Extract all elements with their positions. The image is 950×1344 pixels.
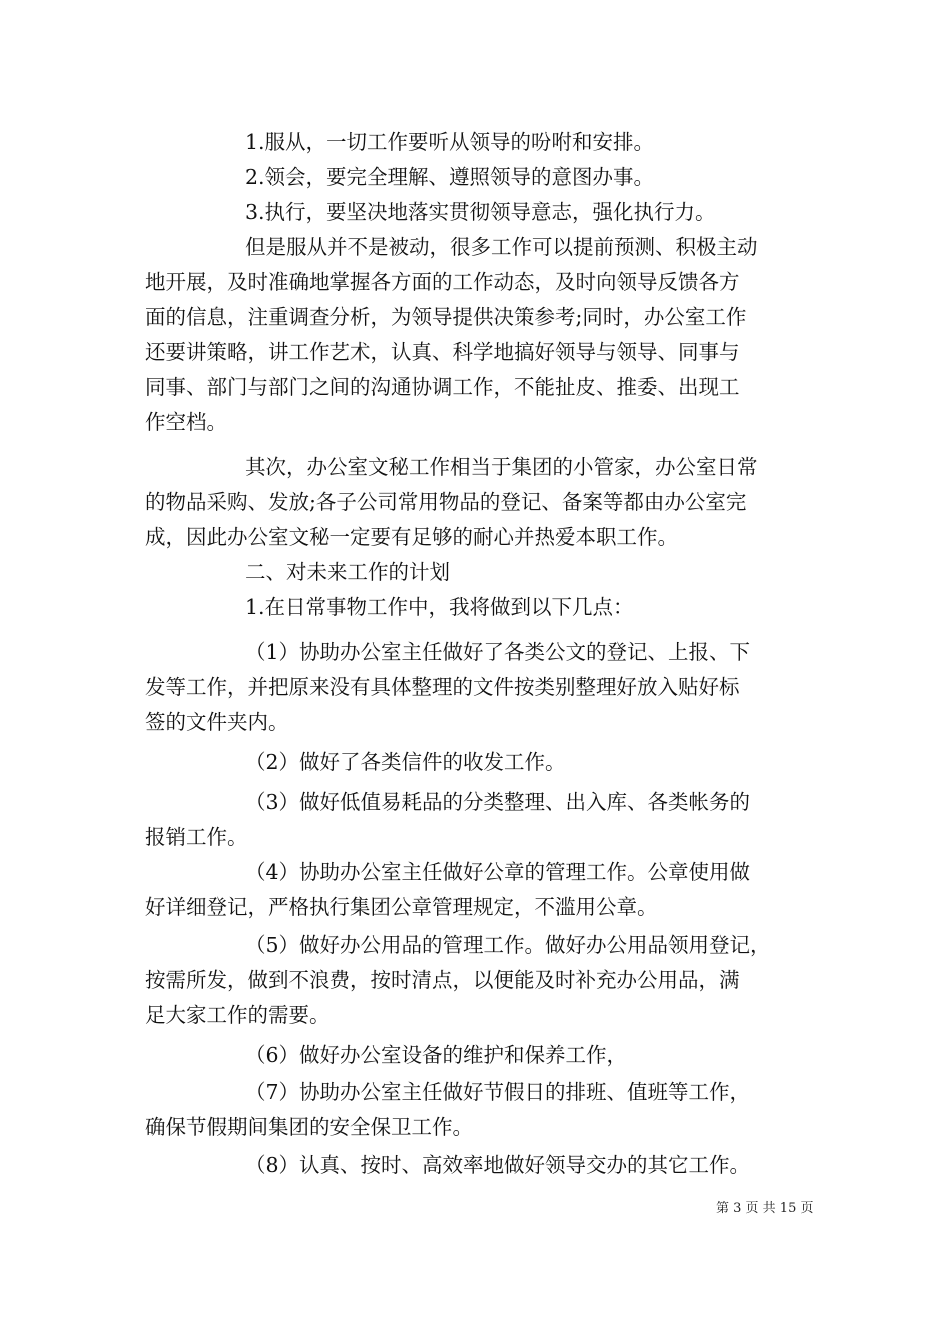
paragraph-line: 1.在日常事物工作中，我将做到以下几点：: [245, 595, 634, 619]
paragraph-line: 1.服从，一切工作要听从领导的吩咐和安排。: [245, 130, 655, 154]
paragraph-line: 面的信息，注重调查分析，为领导提供决策参考;同时，办公室工作: [145, 305, 747, 329]
paragraph-line: （6）做好办公室设备的维护和保养工作，: [245, 1043, 628, 1067]
paragraph-line: 报销工作。: [145, 825, 248, 849]
paragraph-line: （5）做好办公用品的管理工作。做好办公用品领用登记，: [245, 933, 771, 957]
paragraph-line: 发等工作，并把原来没有具体整理的文件按类别整理好放入贴好标: [145, 675, 740, 699]
paragraph-line: （1）协助办公室主任做好了各类公文的登记、上报、下: [245, 640, 751, 664]
paragraph-line: （2）做好了各类信件的收发工作。: [245, 750, 566, 774]
paragraph-line: 好详细登记，严格执行集团公章管理规定，不滥用公章。: [145, 895, 658, 919]
paragraph-line: （8）认真、按时、高效率地做好领导交办的其它工作。: [245, 1153, 751, 1177]
paragraph-line: 同事、部门与部门之间的沟通协调工作，不能扯皮、推委、出现工: [145, 375, 740, 399]
section-heading: 二、对未来工作的计划: [245, 560, 450, 584]
paragraph-line: 足大家工作的需要。: [145, 1003, 330, 1027]
paragraph-line: 的物品采购、发放;各子公司常用物品的登记、备案等都由办公室完: [145, 490, 747, 514]
paragraph-line: 签的文件夹内。: [145, 710, 289, 734]
page-number: 第 3 页 共 15 页: [716, 1201, 814, 1216]
paragraph-line: 成，因此办公室文秘一定要有足够的耐心并热爱本职工作。: [145, 525, 678, 549]
paragraph-line: 按需所发，做到不浪费，按时清点，以便能及时补充办公用品，满: [145, 968, 740, 992]
paragraph-line: 地开展，及时准确地掌握各方面的工作动态，及时向领导反馈各方: [145, 270, 740, 294]
paragraph-line: 还要讲策略，讲工作艺术，认真、科学地搞好领导与领导、同事与: [145, 340, 740, 364]
paragraph-line: （3）做好低值易耗品的分类整理、出入库、各类帐务的: [245, 790, 751, 814]
paragraph-line: 3.执行，要坚决地落实贯彻领导意志，强化执行力。: [245, 200, 716, 224]
paragraph-line: （7）协助办公室主任做好节假日的排班、值班等工作，: [245, 1080, 751, 1104]
paragraph-line: 确保节假期间集团的安全保卫工作。: [145, 1115, 473, 1139]
paragraph-line: 作空档。: [145, 410, 227, 434]
paragraph-line: （4）协助办公室主任做好公章的管理工作。公章使用做: [245, 860, 751, 884]
paragraph-line: 2.领会，要完全理解、遵照领导的意图办事。: [245, 165, 655, 189]
paragraph-line: 其次，办公室文秘工作相当于集团的小管家，办公室日常: [245, 455, 758, 479]
paragraph-line: 但是服从并不是被动，很多工作可以提前预测、积极主动: [245, 235, 758, 259]
